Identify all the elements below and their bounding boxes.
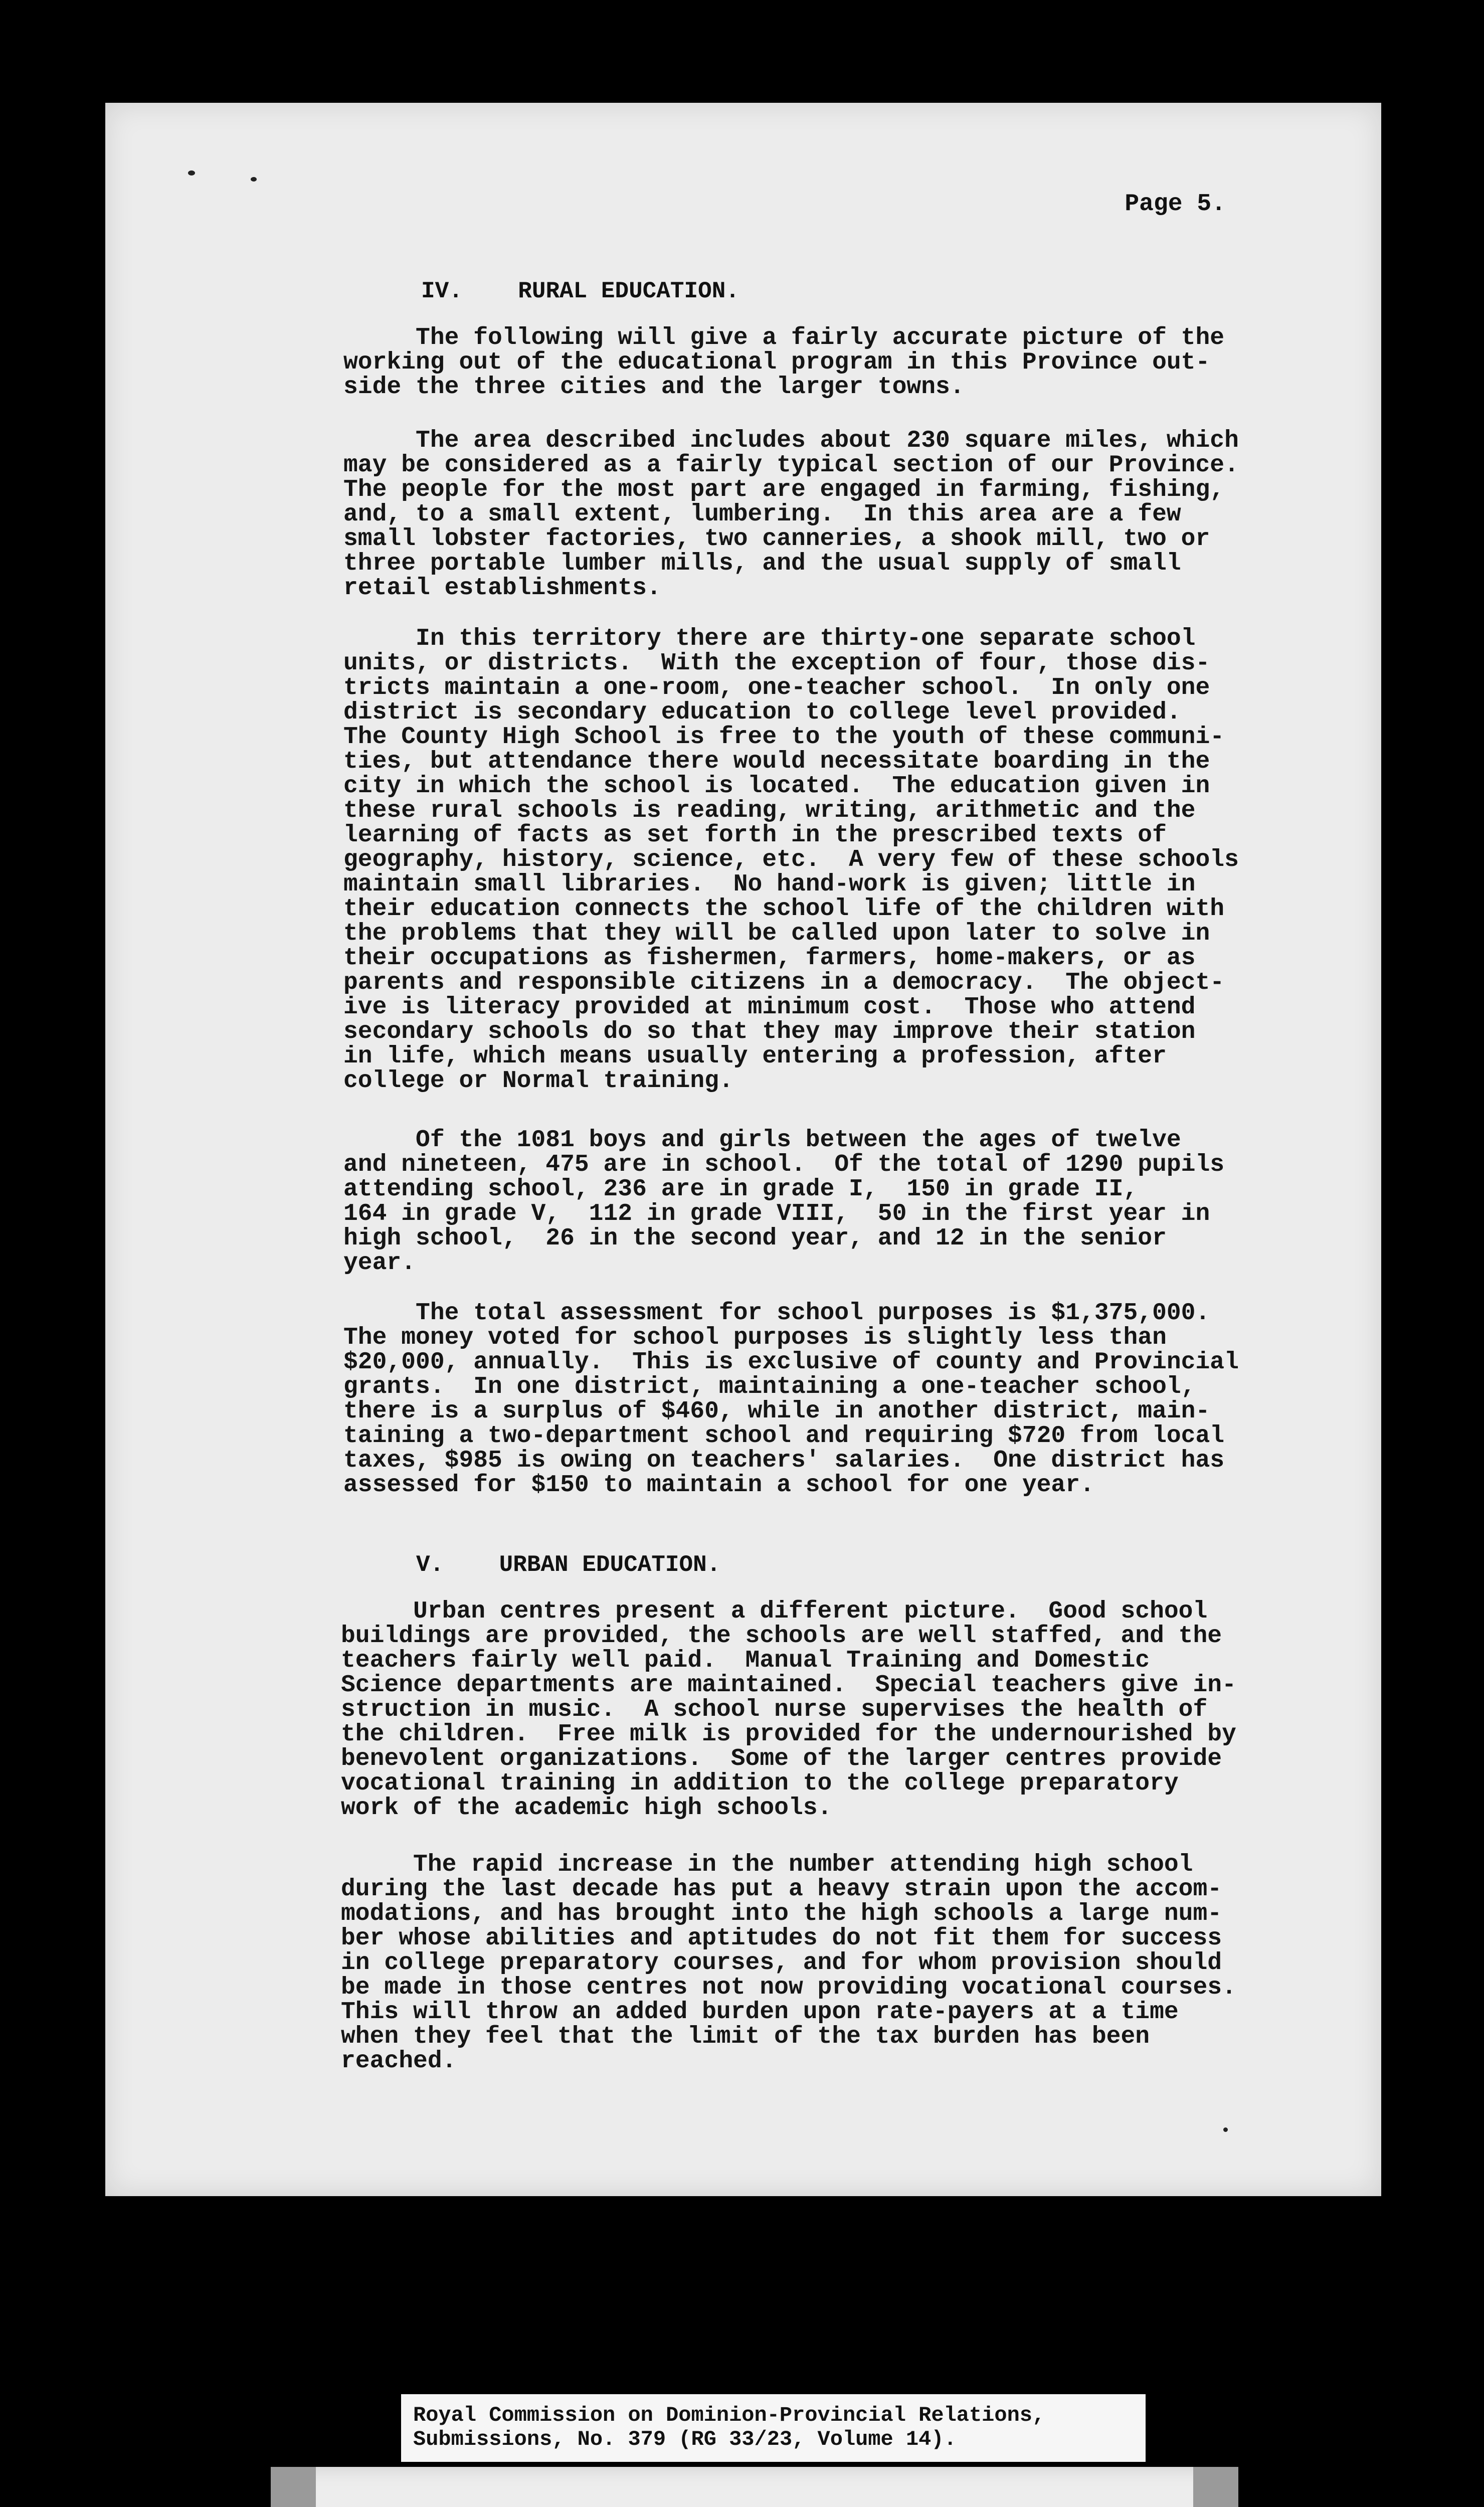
stamp-edge [271,2467,316,2507]
document-page [105,103,1381,2196]
text-line: units, or districts. With the exception of four, those dis- [343,650,1210,677]
paragraph [341,1599,1293,1821]
text-line: ber whose abilities and aptitudes do not fit them for success [341,1925,1222,1952]
text-line: The rapid increase in the number attending high school [341,1851,1193,1878]
text-line: reached. [341,2048,457,2075]
text-line: teachers fairly well paid. Manual Training and Domestic [341,1647,1150,1674]
text-line: benevolent organizations. Some of the larger centres provide [341,1745,1222,1772]
paragraph [343,1301,1296,1498]
section-heading-urban-education: V. URBAN EDUCATION. [416,1552,721,1578]
text-line: taining a two-department school and requiring $720 from local [343,1422,1225,1450]
text-line: The following will give a fairly accurate picture of the [343,324,1225,351]
text-line: working out of the educational program in this Province out- [343,349,1210,376]
text-line: and nineteen, 475 are in school. Of the total of 1290 pupils [343,1151,1225,1178]
text-line: their occupations as fishermen, farmers, home-makers, or as [343,945,1196,972]
text-line: geography, history, science, etc. A very few of these schools [343,846,1239,873]
text-line: The County High School is free to the youth of these communi- [343,724,1225,751]
text-line: and, to a small extent, lumbering. In this area are a few [343,501,1181,528]
section-heading-rural-education: IV. RURAL EDUCATION. [421,278,739,304]
text-line: Of the 1081 boys and girls between the ages of twelve [343,1127,1181,1154]
text-line: high school, 26 in the second year, and 12 in the senior [343,1225,1167,1252]
text-line: the problems that they will be called upon later to solve in [343,920,1210,947]
ink-speck [251,177,257,182]
text-line: there is a surplus of $460, while in another district, main- [343,1398,1210,1425]
text-line: these rural schools is reading, writing, arithmetic and the [343,797,1196,824]
text-line: retail establishments. [343,575,661,602]
text-line: buildings are provided, the schools are well staffed, and the [341,1623,1222,1650]
text-line: three portable lumber mills, and the usual supply of small [343,550,1181,577]
text-line: the children. Free milk is provided for the undernourished by [341,1721,1236,1748]
text-line: district is secondary education to college level provided. [343,699,1181,726]
text-line: grants. In one district, maintaining a one-teacher school, [343,1373,1196,1400]
page-number: Page 5. [1125,191,1226,218]
text-line: tricts maintain a one-room, one-teacher school. In only one [343,674,1210,701]
text-line: secondary schools do so that they may improve their station [343,1018,1196,1045]
public-archives-stamp [271,2467,1238,2507]
text-line: college or Normal training. [343,1067,733,1095]
paragraph [343,429,1296,601]
text-line: learning of facts as set forth in the prescribed texts of [343,822,1167,849]
text-line: year. [343,1249,416,1277]
archive-reference-label [401,2394,1146,2462]
ink-speck [1223,2127,1228,2132]
text-line: may be considered as a fairly typical section of our Province. [343,452,1239,479]
text-line: modations, and has brought into the high schools a large num- [341,1900,1222,1927]
text-line: side the three cities and the larger towns. [343,374,965,401]
text-line: in life, which means usually entering a profession, after [343,1043,1167,1070]
text-line: vocational training in addition to the college preparatory [341,1770,1179,1797]
text-line: In this territory there are thirty-one separate school [343,625,1196,652]
text-line: work of the academic high schools. [341,1795,832,1822]
text-line: in college preparatory courses, and for whom provision should [341,1949,1222,1977]
text-line: struction in music. A school nurse supervises the health of [341,1696,1208,1723]
text-line: city in which the school is located. The education given in [343,773,1210,800]
archive-label-line: Royal Commission on Dominion-Provincial Relations, [413,2403,1045,2427]
text-line: their education connects the school life of the children with [343,896,1225,923]
text-line: The area described includes about 230 square miles, which [343,427,1239,454]
text-line: taxes, $985 is owing on teachers' salaries. One district has [343,1447,1225,1474]
archive-label-line: Submissions, No. 379 (RG 33/23, Volume 14). [413,2427,957,2451]
text-line: be made in those centres not now providing vocational courses. [341,1974,1236,2001]
text-line: ive is literacy provided at minimum cost. Those who attend [343,994,1196,1021]
text-line: attending school, 236 are in grade I, 150 in grade II, [343,1176,1138,1203]
text-line: Urban centres present a different picture. Good school [341,1598,1208,1625]
text-line: The people for the most part are engaged in farming, fishing, [343,476,1225,503]
paragraph [343,627,1296,1094]
paragraph [343,326,1296,400]
text-line: maintain small libraries. No hand-work is given; little in [343,871,1196,898]
paragraph [343,1128,1296,1276]
text-line: The money voted for school purposes is slightly less than [343,1324,1167,1351]
text-line: assessed for $150 to maintain a school for one year. [343,1472,1094,1499]
text-line: 164 in grade V, 112 in grade VIII, 50 in the first year in [343,1200,1210,1227]
text-line: $20,000, annually. This is exclusive of county and Provincial [343,1349,1239,1376]
text-line: small lobster factories, two canneries, a shook mill, two or [343,525,1210,553]
stamp-edge [1193,2467,1238,2507]
ink-speck [188,170,195,175]
text-line: This will throw an added burden upon rate-payers at a time [341,1999,1179,2026]
text-line: Science departments are maintained. Special teachers give in- [341,1672,1236,1699]
paragraph [341,1853,1293,2074]
text-line: when they feel that the limit of the tax burden has been [341,2023,1150,2050]
text-line: ties, but attendance there would necessitate boarding in the [343,748,1210,775]
text-line: during the last decade has put a heavy strain upon the accom- [341,1876,1222,1903]
text-line: The total assessment for school purposes is $1,375,000. [343,1300,1210,1327]
text-line: parents and responsible citizens in a democracy. The object- [343,969,1225,996]
